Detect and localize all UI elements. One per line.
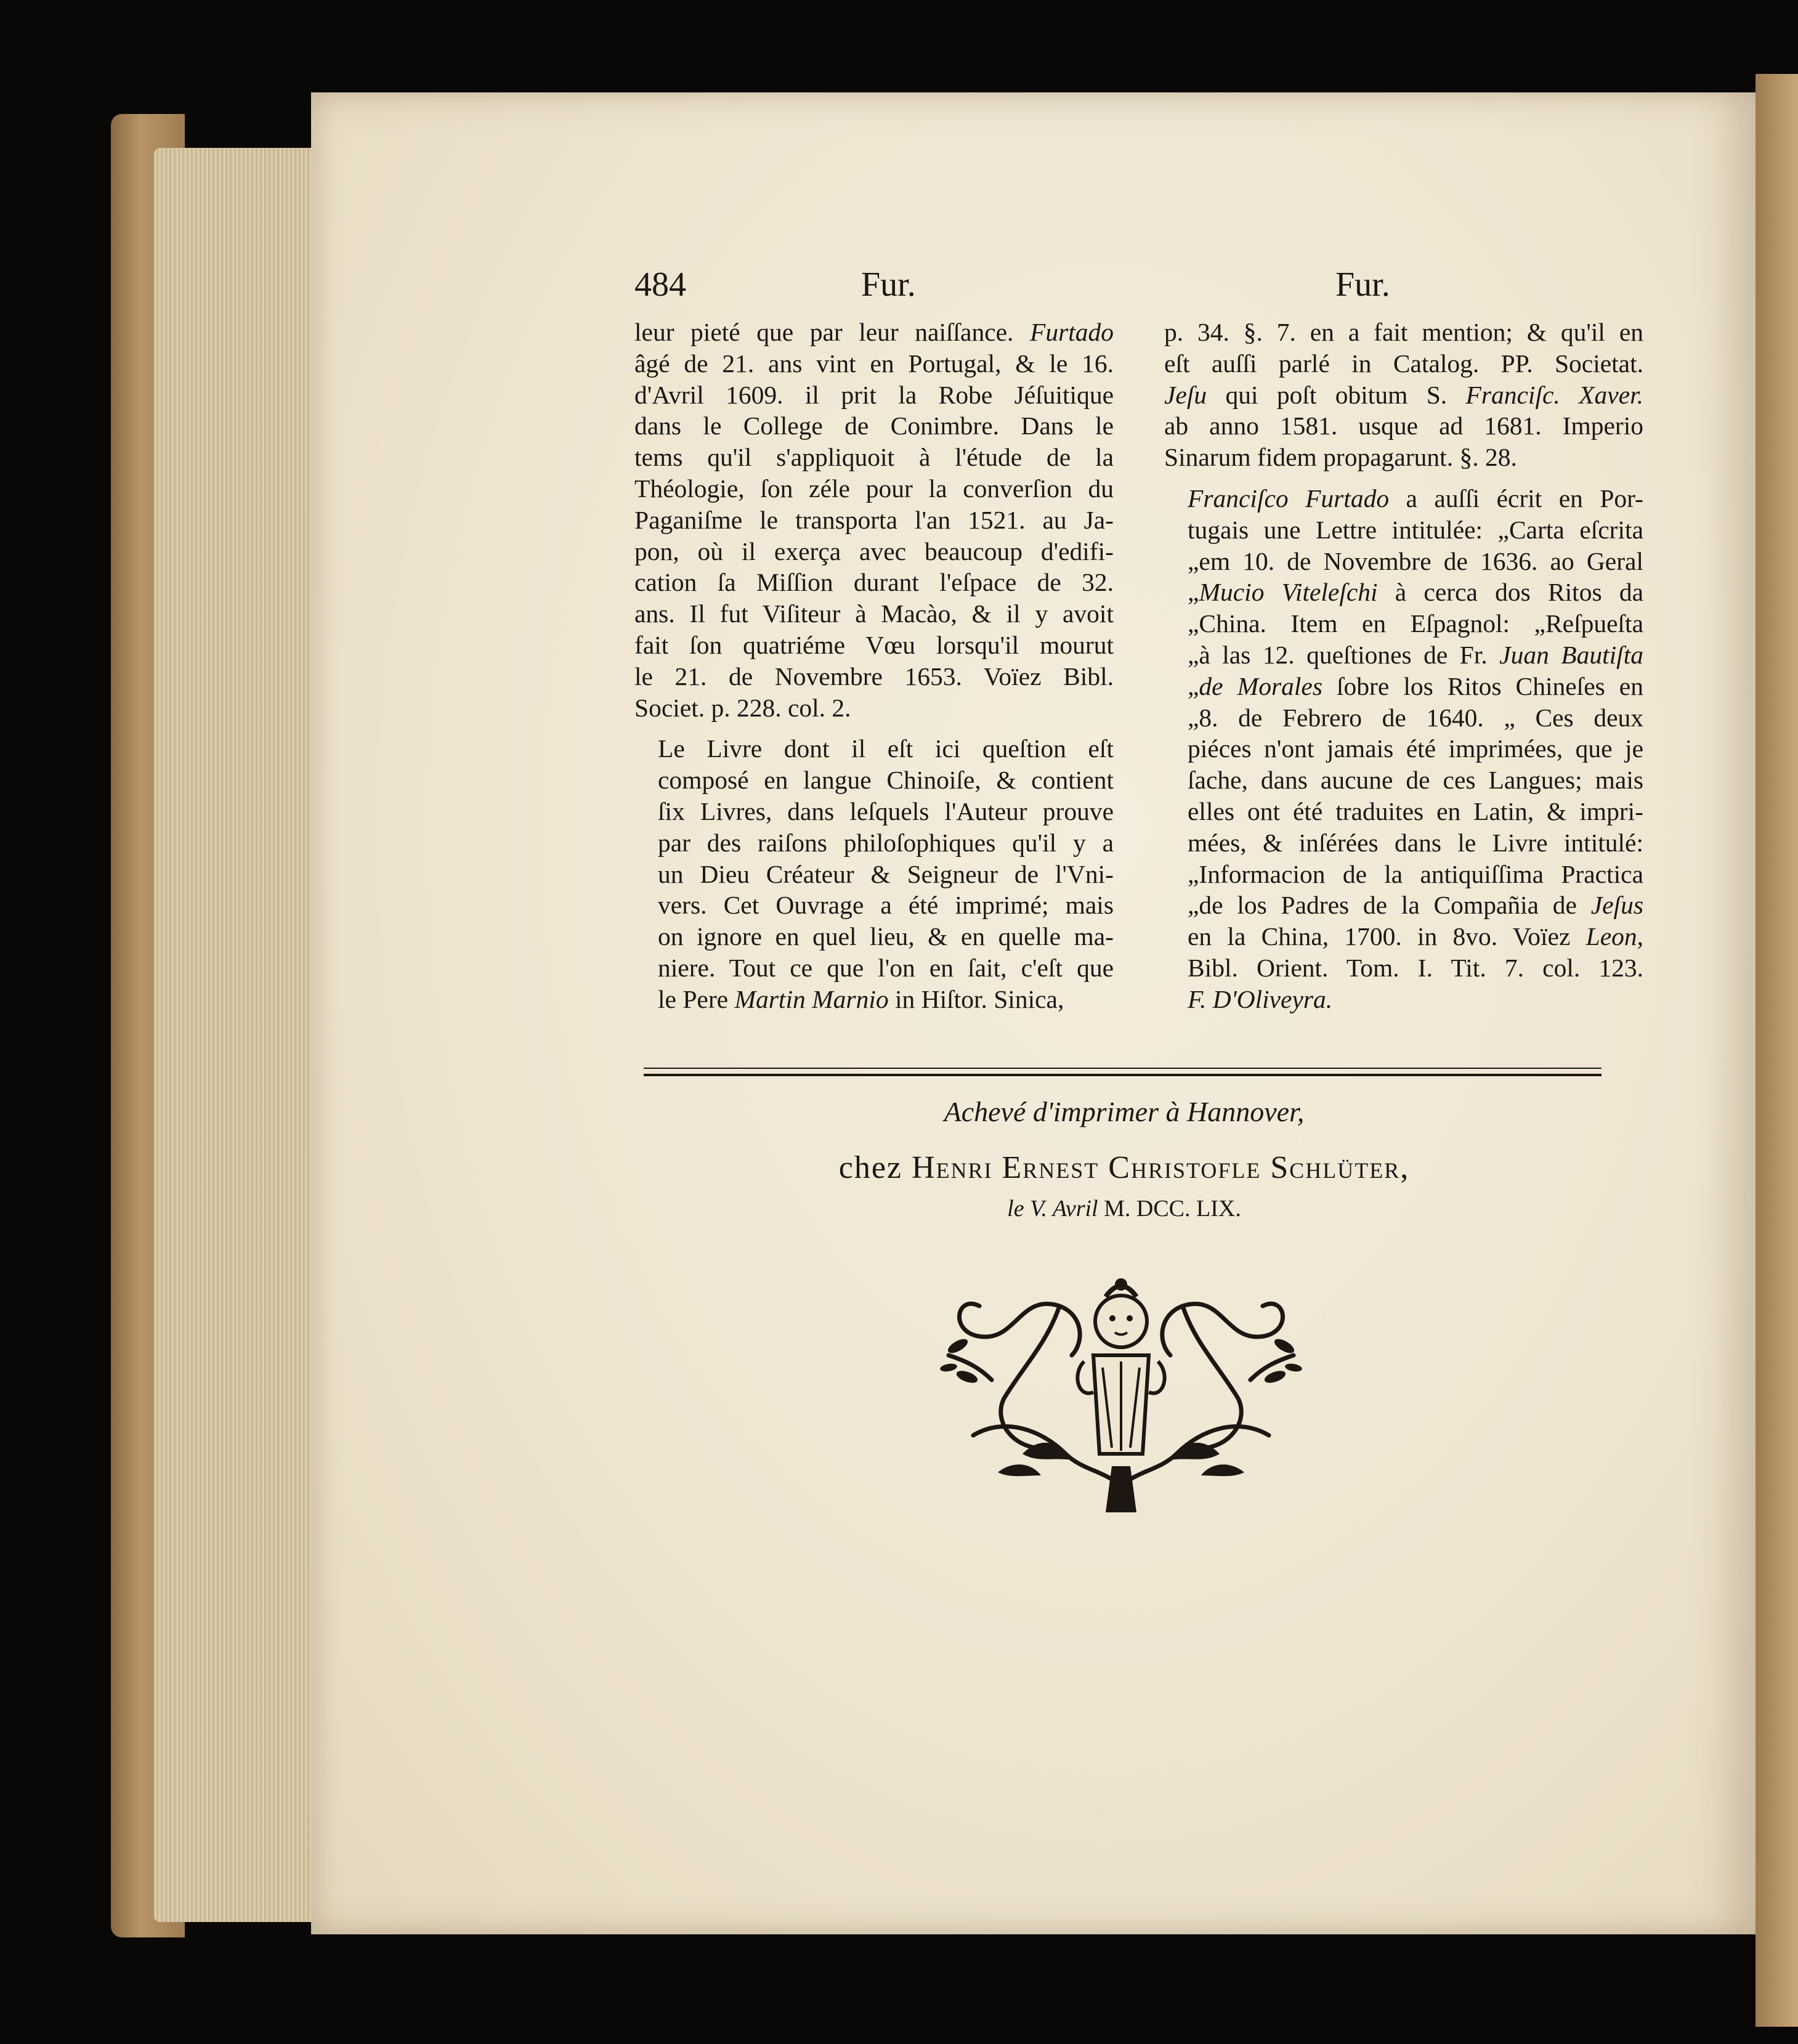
text-line: Franciſco Furtado a auſſi écrit en Por-	[1188, 484, 1643, 513]
running-head-right: Fur.	[1335, 266, 1390, 304]
text-line: Jeſu qui poſt obitum S. Franciſc. Xaver.	[1164, 380, 1644, 409]
colophon-chez: chez	[838, 1150, 902, 1185]
page-edges	[154, 148, 320, 1922]
text-line: en la China, 1700. in 8vo. Voïez Leon,	[1188, 922, 1643, 951]
text-line: eſt auſſi parlé in Catalog. PP. Societat.	[1164, 349, 1643, 378]
text-line: „de los Padres de la Compañia de Jeſus	[1188, 891, 1643, 920]
text-line: elles ont été traduites en Latin, & impri-	[1188, 797, 1643, 825]
text-line: d'Avril 1609. il prit la Robe Jéſuitique	[634, 380, 1114, 409]
text-line: ans. Il fut Viſiteur à Macào, & il y avoit	[634, 599, 1114, 628]
paragraph-3	[1164, 317, 1643, 473]
text-line: „Informacion de la antiquiſſima Practica	[1188, 859, 1643, 888]
colophon-printer-name: Henri Ernest Christofle Schlüter,	[911, 1150, 1410, 1185]
text-line: ſache, dans aucune de ces Langues; mais	[1188, 766, 1643, 795]
text-line: vers. Cet Ouvrage a été imprimé; mais	[658, 891, 1114, 920]
text-line: leur pieté que par leur naiſſance. Furtado	[634, 318, 1114, 346]
text-line: fait ſon quatriéme Vœu lorsqu'il mourut	[634, 630, 1114, 659]
running-head-left: Fur.	[861, 266, 916, 304]
text-line: ſix Livres, dans leſquels l'Auteur prouve	[658, 797, 1114, 825]
text-line: „China. Item en Eſpagnol: „Reſpueſta	[1188, 609, 1643, 638]
colophon-date: le V. Avril	[1007, 1196, 1098, 1222]
colophon-line-2	[641, 1150, 1608, 1186]
text-line: ab anno 1581. usque ad 1681. Imperio	[1164, 412, 1643, 440]
text-line: piéces n'ont jamais été imprimées, que je	[1188, 734, 1643, 763]
text-line: niere. Tout ce que l'on en ſait, c'eſt que	[658, 953, 1114, 982]
text-line: tems qu'il s'appliquoit à l'étude de la	[634, 443, 1114, 472]
text-line: un Dieu Créateur & Seigneur de l'Vni-	[658, 859, 1114, 888]
colophon-year: M. DCC. LIX.	[1104, 1196, 1241, 1222]
text-line: par des raiſons philoſophiques qu'il y a	[658, 828, 1114, 857]
paragraph-1	[634, 317, 1114, 723]
text-line: cation ſa Miſſion durant l'eſpace de 32.	[634, 568, 1114, 597]
text-line: Paganiſme le transporta l'an 1521. au Ja-	[634, 505, 1114, 534]
text-line: Bibl. Orient. Tom. I. Tit. 7. col. 123.	[1188, 953, 1643, 982]
text-line: le Pere Martin Marnio in Hiſtor. Sinica,	[658, 984, 1064, 1013]
text-line: dans le College de Conimbre. Dans le	[634, 412, 1114, 440]
text-line: „em 10. de Novembre de 1636. ao Geral	[1188, 546, 1643, 575]
text-line: pon, où il exerça avec beaucoup d'edifi-	[634, 537, 1114, 566]
text-line: p. 34. §. 7. en a fait mention; & qu'il en	[1164, 318, 1643, 346]
page-number: 484	[634, 266, 686, 304]
text-line: Sinarum fidem propagarunt. §. 28.	[1164, 443, 1517, 472]
text-line: F. D'Oliveyra.	[1188, 984, 1333, 1013]
colophon-line-3	[641, 1195, 1608, 1222]
text-line: composé en langue Chinoiſe, & contient	[658, 766, 1114, 795]
text-line: mées, & inſérées dans le Livre intitulé:	[1188, 828, 1643, 857]
paragraph-4	[1164, 483, 1643, 1015]
text-line: Le Livre dont il eſt ici queſtion eſt	[658, 734, 1114, 763]
text-column-left	[634, 317, 1114, 1015]
text-line: Societ. p. 228. col. 2.	[634, 693, 851, 722]
double-rule-divider	[644, 1068, 1602, 1076]
paragraph-2	[634, 733, 1114, 1015]
text-line: „à las 12. queſtiones de Fr. Juan Bautiſta	[1188, 640, 1643, 669]
text-line: „Mucio Viteleſchi à cerca dos Ritos da	[1188, 578, 1643, 607]
text-line: âgé de 21. ans vint en Portugal, & le 16.	[634, 349, 1114, 378]
cherub-with-scrolls-ornament-icon	[930, 1269, 1312, 1515]
text-line: „8. de Febrero de 1640. „ Ces deux	[1188, 703, 1643, 732]
text-line: Théologie, ſon zéle pour la converſion du	[634, 474, 1114, 503]
text-column-right	[1164, 317, 1643, 1015]
text-line: on ignore en quel lieu, & en quelle ma-	[658, 922, 1114, 951]
text-line: tugais une Lettre intitulée: „Carta eſcrita	[1188, 515, 1643, 544]
colophon-line-1: Achevé d'imprimer à Hannover,	[944, 1096, 1305, 1127]
text-line: „de Morales ſobre los Ritos Chineſes en	[1188, 671, 1643, 700]
book-cover-right	[1755, 74, 1798, 2027]
text-line: le 21. de Novembre 1653. Voïez Bibl.	[634, 662, 1114, 691]
